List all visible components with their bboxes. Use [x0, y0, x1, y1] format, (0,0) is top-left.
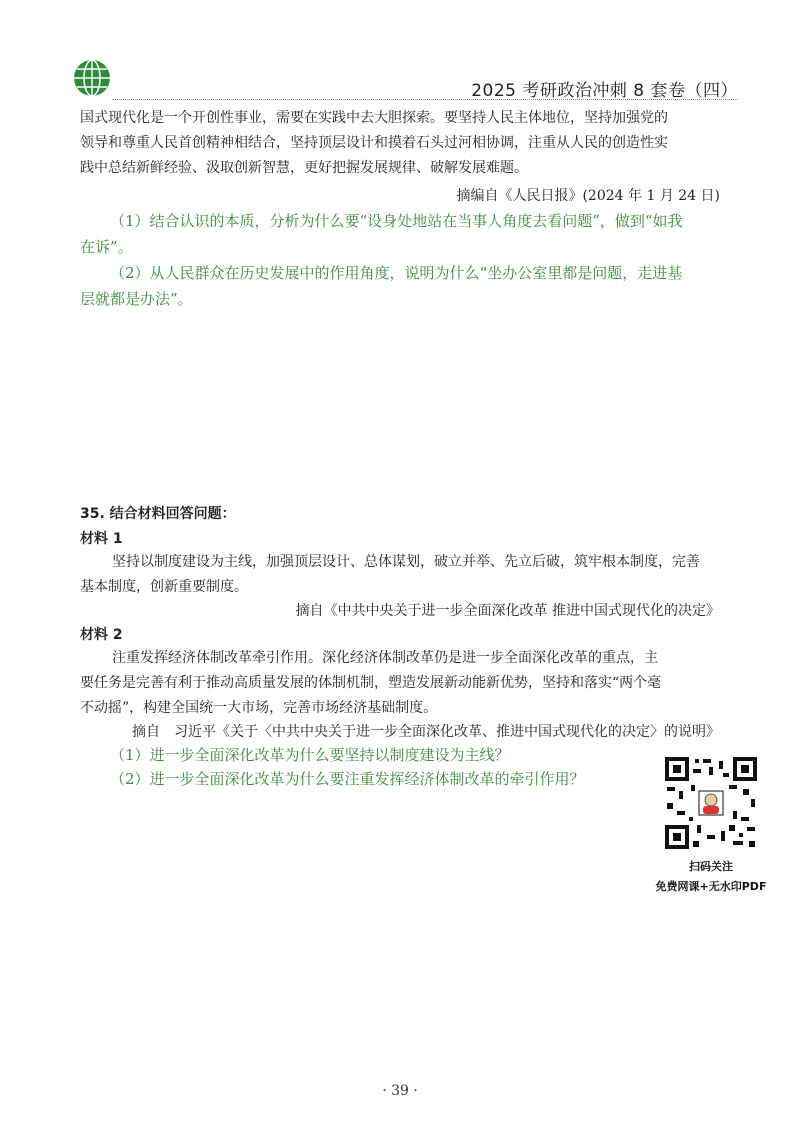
qr-caption-follow: 扫码关注	[689, 860, 733, 873]
passage-source: 摘编自《人民日报》(2024 年 1 月 24 日)	[456, 188, 720, 204]
material2-line: 不动摇”，构建全国统一大市场，完善市场经济基础制度。	[80, 700, 438, 716]
q34-sub1-cont: 在诉”。	[80, 238, 133, 256]
material1-line: 基本制度，创新重要制度。	[80, 579, 248, 595]
passage-line: 领导和尊重人民首创精神相结合，坚持顶层设计和摸着石头过河相协调，注重从人民的创造性实	[80, 135, 668, 151]
material2-label: 材料 2	[80, 627, 123, 643]
q35-sub1: （1）进一步全面深化改革为什么要坚持以制度建设为主线？	[110, 746, 510, 764]
globe-logo-icon	[72, 58, 112, 98]
passage-line: 国式现代化是一个开创性事业，需要在实践中去大胆探索。要坚持人民主体地位，坚持加强党的	[80, 110, 668, 126]
q35-heading: 35. 结合材料回答问题：	[80, 506, 236, 522]
material1-source: 摘自《中共中央关于进一步全面深化改革 推进中国式现代化的决定》	[295, 603, 720, 619]
material1-label: 材料 1	[80, 531, 123, 547]
q34-sub2: （2）从人民群众在历史发展中的作用角度，说明为什么“坐办公室里都是问题，走进基	[110, 264, 683, 282]
material2-line: 注重发挥经济体制改革牵引作用。深化经济体制改革仍是进一步全面深化改革的重点，主	[112, 650, 658, 666]
qr-code-icon[interactable]	[663, 755, 759, 851]
page-header	[72, 58, 738, 101]
header-title: 2025 考研政治冲刺 8 套卷（四）	[471, 81, 738, 101]
page-number: · 39 ·	[382, 1083, 418, 1099]
passage-line: 践中总结新鲜经验、汲取创新智慧，更好把握发展规律、破解发展难题。	[80, 160, 528, 176]
q35-sub2: （2）进一步全面深化改革为什么要注重发挥经济体制改革的牵引作用？	[110, 770, 585, 788]
q34-sub2-cont: 层就都是办法”。	[80, 290, 193, 308]
material2-line: 要任务是完善有利于推动高质量发展的体制机制，塑造发展新动能新优势，坚持和落实“两个毫	[80, 675, 662, 691]
q34-sub1: （1）结合认识的本质，分析为什么要“设身处地站在当事人角度去看问题”，做到“如我	[110, 212, 683, 230]
header-divider	[112, 99, 738, 100]
material1-line: 坚持以制度建设为主线，加强顶层设计、总体谋划，破立并举、先立后破，筑牢根本制度，完善	[112, 554, 700, 570]
material2-source: 摘自 习近平《关于〈中共中央关于进一步全面深化改革、推进中国式现代化的决定〉的说明》	[132, 724, 720, 740]
qr-caption-offer: 免费网课+无水印PDF	[655, 880, 767, 893]
